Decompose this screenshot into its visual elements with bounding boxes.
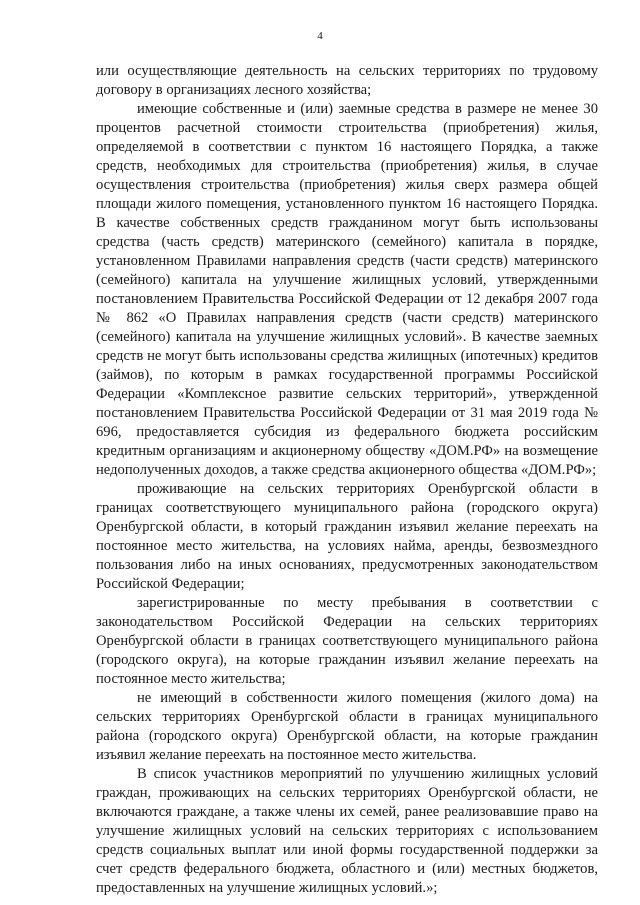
paragraph-4: зарегистрированные по месту пребывания в соответствии с законодательством Российской Федерации на сельских территориях Оренбургской области в границах соответствующего муниципального района (городского округа), на которые гражданин изъявил желание переехать на постоянное место жительства; — [96, 595, 598, 687]
paragraph-1: или осуществляющие деятельность на сельских территориях по трудовому договору в организациях лесного хозяйства; — [96, 63, 598, 98]
paragraph-5: не имеющий в собственности жилого помещения (жилого дома) на сельских территориях Оренбургской области в границах муниципального района (городского округа) Оренбургской области, на которые гражданин изъявил желание переехать на постоянное место жительства. — [96, 690, 598, 763]
paragraph-2: имеющие собственные и (или) заемные средства в размере не менее 30 процентов расчетной стоимости строительства (приобретения) жилья, определяемой в соответствии с пунктом 16 настоящего Порядка, а также средств, необходимых для строительства (приобретения) жилья, в случае осуществления строительства (приобретения) жилья сверх размера общей площади жилого помещения, установленного пунктом 16 настоящего Порядка. В качестве собственных средств гражданином могут быть использованы средства (часть средств) материнского (семейного) капитала в порядке, установленном Правилами направления средств (части средств) материнского (семейного) капитала на улучшение жилищных условий, утвержденными постановлением Правительства Российской Федерации от 12 декабря 2007 года № 862 «О Правилах направления средств (части средств) материнского (семейного) капитала на улучшение жилищных условий». В качестве заемных средств не могут быть использованы средства жилищных (ипотечных) кредитов (займов), по которым в рамках государственной программы Российской Федерации «Комплексное развитие сельских территорий», утвержденной постановлением Правительства Российской Федерации от 31 мая 2019 года № 696, предоставляется субсидия из федерального бюджета российским кредитным организациям и акционерному обществу «ДОМ.РФ» на возмещение недополученных доходов, а также средства акционерного общества «ДОМ.РФ»; — [96, 101, 598, 478]
paragraph-3: проживающие на сельских территориях Оренбургской области в границах соответствующего муниципального района (городского округа) Оренбургской области, в который гражданин изъявил желание переехать на постоянное место жительства, на условиях найма, аренды, безвозмездного пользования либо на иных основаниях, предусмотренных законодательством Российской Федерации; — [96, 481, 598, 592]
page-number: 4 — [317, 30, 323, 42]
body-text — [96, 62, 598, 898]
paragraph-6: В список участников мероприятий по улучшению жилищных условий граждан, проживающих на сельских территориях Оренбургской области, не включаются граждане, а также члены их семей, ранее реализовавшие право на улучшение жилищных условий на сельских территориях с использованием средств социальных выплат или иной формы государственной поддержки за счет средств федерального бюджета, областного и (или) местных бюджетов, предоставленных на улучшение жилищных условий.»; — [96, 766, 598, 896]
